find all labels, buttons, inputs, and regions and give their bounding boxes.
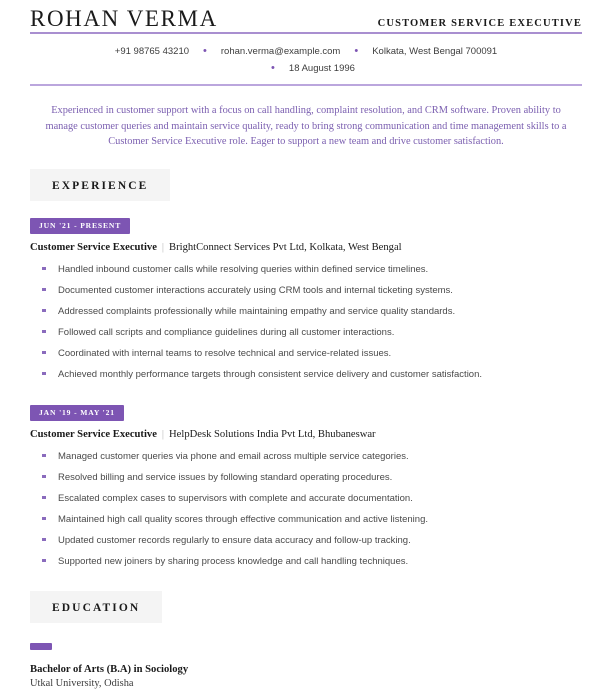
list-item-text: Handled inbound customer calls while resolving queries within defined service timelines. bbox=[58, 263, 429, 275]
list-item bbox=[30, 530, 582, 551]
education-date-badge bbox=[30, 643, 52, 650]
education-degree: Bachelor of Arts (B.A) in Sociology bbox=[30, 663, 189, 675]
education-school: Utkal University, Odisha bbox=[30, 677, 134, 689]
bullet-square-icon bbox=[42, 267, 46, 271]
list-item bbox=[30, 467, 582, 488]
list-item bbox=[30, 364, 582, 385]
experience-date-badge: JAN '19 - MAY '21 bbox=[30, 405, 124, 421]
experience-date-badge: JUN '21 - PRESENT bbox=[30, 218, 130, 234]
experience-entry bbox=[30, 402, 582, 572]
bullet-square-icon bbox=[42, 538, 46, 542]
experience-organization: BrightConnect Services Pvt Ltd, Kolkata, West Bengal bbox=[169, 241, 402, 253]
list-item-text: Coordinated with internal teams to resolve technical and service-related issues. bbox=[58, 347, 392, 359]
bullet-separator-icon: • bbox=[354, 45, 359, 57]
list-item-text: Documented customer interactions accurately using CRM tools and internal ticketing systems. bbox=[58, 284, 453, 296]
section-heading-education bbox=[30, 591, 162, 623]
education-entry bbox=[30, 637, 582, 689]
list-item bbox=[30, 343, 582, 364]
contact-phone[interactable]: +91 98765 43210 bbox=[114, 46, 190, 57]
candidate-name: ROHAN VERMA bbox=[30, 6, 218, 31]
list-item bbox=[30, 301, 582, 322]
contact-email[interactable]: rohan.verma@example.com bbox=[220, 46, 341, 57]
professional-summary: Experienced in customer support with a focus on call handling, complaint resolution, and CRM software. Proven ability to manage customer queries and maintain service quality, ready to bring strong communication and time management skills to a Customer Service Executive role. Eager to support a new team and drive customer satisfaction. bbox=[45, 105, 567, 147]
list-item bbox=[30, 322, 582, 343]
experience-entry bbox=[30, 215, 582, 385]
bullet-separator-icon: • bbox=[271, 62, 275, 74]
list-item bbox=[30, 446, 582, 467]
bullet-square-icon bbox=[42, 351, 46, 355]
bullet-square-icon bbox=[42, 288, 46, 292]
list-item-text: Supported new joiners by sharing process knowledge and call handling techniques. bbox=[58, 555, 409, 567]
bullet-square-icon bbox=[42, 309, 46, 313]
bullet-square-icon bbox=[42, 330, 46, 334]
resume-header bbox=[30, 0, 582, 32]
list-item bbox=[30, 259, 582, 280]
experience-role: Customer Service Executive bbox=[30, 428, 157, 440]
experience-organization: HelpDesk Solutions India Pvt Ltd, Bhubaneswar bbox=[169, 428, 376, 440]
experience-role: Customer Service Executive bbox=[30, 241, 157, 253]
section-heading-experience bbox=[30, 169, 170, 201]
experience-bullet-list bbox=[30, 446, 582, 572]
list-item bbox=[30, 509, 582, 530]
section-heading-label: EDUCATION bbox=[52, 601, 141, 614]
list-item bbox=[30, 280, 582, 301]
contact-line-primary bbox=[30, 43, 582, 60]
list-item bbox=[30, 488, 582, 509]
list-item-text: Managed customer queries via phone and email across multiple service categories. bbox=[58, 450, 409, 462]
list-item-text: Maintained high call quality scores through effective communication and active listening. bbox=[58, 513, 429, 525]
section-heading-label: EXPERIENCE bbox=[52, 179, 149, 192]
bullet-square-icon bbox=[42, 454, 46, 458]
title-separator: | bbox=[161, 241, 165, 253]
bullet-square-icon bbox=[42, 372, 46, 376]
section-experience bbox=[30, 169, 582, 572]
list-item-text: Updated customer records regularly to ensure data accuracy and follow-up tracking. bbox=[58, 534, 411, 546]
list-item-text: Escalated complex cases to supervisors with complete and accurate documentation. bbox=[58, 492, 413, 504]
contact-block bbox=[30, 34, 582, 84]
bullet-square-icon bbox=[42, 475, 46, 479]
experience-entry-title bbox=[30, 242, 582, 253]
list-item-text: Resolved billing and service issues by following standard operating procedures. bbox=[58, 471, 393, 483]
list-item-text: Achieved monthly performance targets through consistent service delivery and customer satisfaction. bbox=[58, 368, 483, 380]
list-item-text: Addressed complaints professionally while maintaining empathy and service quality standards. bbox=[58, 305, 456, 317]
candidate-job-title: CUSTOMER SERVICE EXECUTIVE bbox=[377, 18, 582, 29]
experience-bullet-list bbox=[30, 259, 582, 385]
title-separator: | bbox=[161, 428, 165, 440]
list-item bbox=[30, 551, 582, 572]
contact-location: Kolkata, West Bengal 700091 bbox=[372, 46, 498, 57]
list-item-text: Followed call scripts and compliance guidelines during all customer interactions. bbox=[58, 326, 395, 338]
section-education bbox=[30, 591, 582, 689]
bullet-square-icon bbox=[42, 559, 46, 563]
bullet-separator-icon: • bbox=[203, 45, 207, 57]
bullet-square-icon bbox=[42, 496, 46, 500]
bullet-square-icon bbox=[42, 517, 46, 521]
contact-birthdate: 18 August 1996 bbox=[288, 63, 355, 74]
contact-line-secondary bbox=[30, 60, 582, 77]
experience-entry-title bbox=[30, 429, 582, 440]
